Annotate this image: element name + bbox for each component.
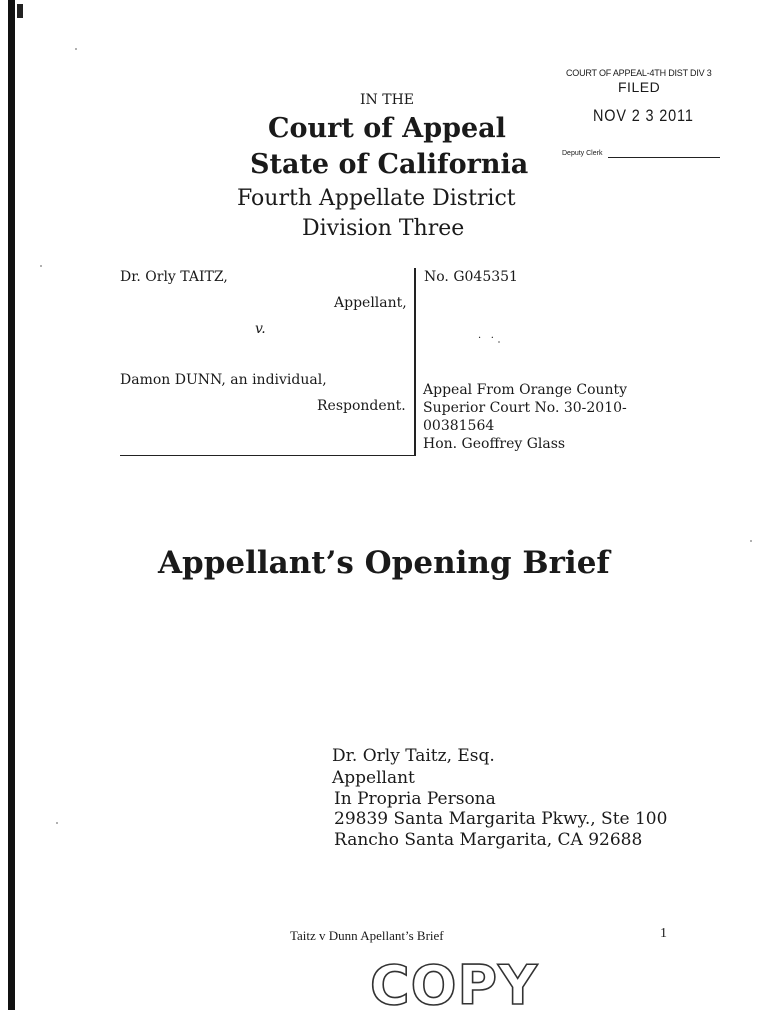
caption-divider-horizontal (120, 455, 416, 456)
document-title: Appellant’s Opening Brief (158, 545, 610, 581)
scan-speck (75, 48, 77, 50)
respondent-name: Damon DUNN, an individual, (120, 372, 327, 388)
appeal-info-line: Hon. Geoffrey Glass (423, 436, 566, 452)
scan-edge-mark (17, 4, 23, 18)
state-name: State of California (250, 149, 529, 180)
caption-divider-vertical (414, 268, 416, 456)
footer-text: Taitz v Dunn Apellant’s Brief (290, 928, 444, 943)
district-name: Fourth Appellate District (237, 186, 516, 211)
versus-label: v. (255, 321, 266, 337)
division-name: Division Three (302, 216, 465, 241)
in-the-label: IN THE (360, 92, 414, 108)
appeal-info-line: 00381564 (423, 418, 495, 434)
address-line: 29839 Santa Margarita Pkwy., Ste 100 (334, 809, 668, 829)
stamp-date: NOV 2 3 2011 (593, 106, 694, 125)
scan-speck (40, 265, 42, 267)
scan-specks: · · (478, 333, 494, 344)
appellant-role: Appellant, (334, 295, 407, 311)
appeal-info-line: Appeal From Orange County (423, 382, 628, 398)
respondent-role: Respondent. (317, 398, 406, 414)
case-number: No. G045351 (424, 269, 518, 285)
court-name: Court of Appeal (268, 113, 506, 144)
address-line: In Propria Persona (334, 789, 496, 809)
copy-stamp-text: COPY (370, 954, 539, 1017)
deputy-signature-line (608, 157, 720, 158)
scan-edge-bar (8, 0, 15, 1010)
page-number: 1 (660, 926, 667, 941)
stamp-deputy-label: Deputy Clerk (562, 150, 603, 157)
scan-speck (750, 540, 752, 542)
address-line: Rancho Santa Margarita, CA 92688 (334, 830, 643, 850)
address-line: Dr. Orly Taitz, Esq. (332, 746, 495, 766)
scan-speck (56, 822, 58, 824)
appeal-info-line: Superior Court No. 30-2010- (423, 400, 627, 416)
copy-stamp (368, 950, 539, 1017)
stamp-filed: FILED (618, 79, 661, 95)
scan-speck (498, 341, 500, 343)
appellant-name: Dr. Orly TAITZ, (120, 269, 228, 285)
stamp-court-line: COURT OF APPEAL-4TH DIST DIV 3 (566, 68, 712, 78)
address-line: Appellant (332, 768, 415, 788)
